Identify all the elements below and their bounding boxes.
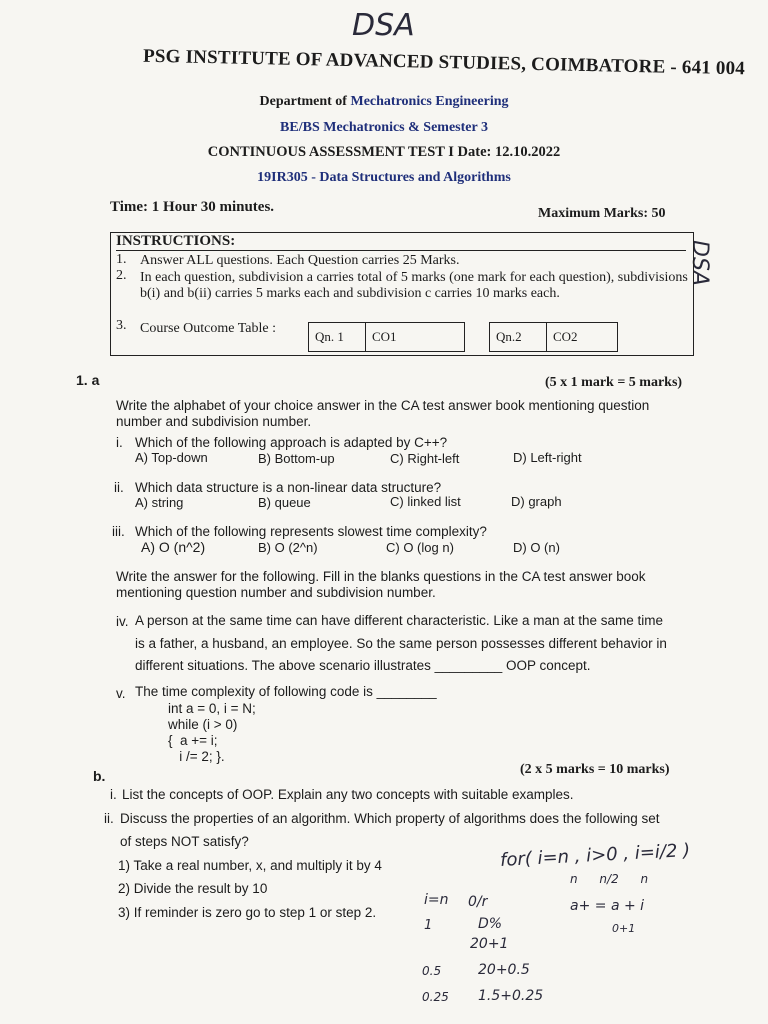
handwritten-note: a+ = a + i <box>570 898 645 914</box>
q1b-i-number: i. <box>110 787 117 802</box>
co-table-outcome: CO2 <box>547 323 618 352</box>
q1b-marks: (2 x 5 marks = 10 marks) <box>520 762 670 777</box>
q1a-iv-line-3: different situations. The above scenario illustrates _________ OOP concept. <box>135 658 591 673</box>
q1b-ii-number: ii. <box>104 811 114 826</box>
handwritten-note: 20+1 <box>470 936 509 952</box>
step-2: 2) Divide the result by 10 <box>118 881 268 896</box>
q1a-v-number: v. <box>116 686 126 701</box>
option-b: B) Bottom-up <box>258 451 335 466</box>
step-1: 1) Take a real number, x, and multiply it by 4 <box>118 858 382 873</box>
program-line: BE/BS Mechatronics & Semester 3 <box>280 120 488 135</box>
option-c: C) O (log n) <box>386 540 454 555</box>
q1a-fill-intro: Write the answer for the following. Fill in the blanks questions in the CA test answer book mentioning question number and subdivision number. <box>116 569 646 600</box>
q1a-iv-line-2: is a father, a husband, an employee. So the same person possesses different behavior in <box>135 636 667 651</box>
option-d: D) graph <box>511 494 562 509</box>
q1b-i-text: List the concepts of OOP. Explain any two concepts with suitable examples. <box>122 787 574 802</box>
handwritten-note: 0/r <box>468 894 488 910</box>
handwritten-note: 0+1 <box>612 922 636 935</box>
q1a-iv-number: iv. <box>116 614 129 629</box>
handwritten-note: n n/2 n <box>570 872 649 886</box>
q1a-intro: Write the alphabet of your choice answer in the CA test answer book mentioning question number and subdivision number. <box>116 398 650 429</box>
option-c: C) linked list <box>390 494 461 509</box>
code-line: i /= 2; }. <box>168 749 225 764</box>
q1b-label: b. <box>93 768 106 784</box>
q1a-i-text: Which of the following approach is adapted by C++? <box>135 435 448 450</box>
option-b: B) queue <box>258 495 311 510</box>
q1a-i-number: i. <box>116 435 123 450</box>
course-outcome-table-1 <box>308 322 465 352</box>
code-line: while (i > 0) <box>168 717 238 732</box>
q1a-iii-text: Which of the following represents slowest time complexity? <box>135 524 487 539</box>
code-block <box>168 701 256 765</box>
handwritten-note: i=n <box>424 892 449 908</box>
handwritten-note: 20+0.5 <box>478 962 530 978</box>
code-line: { a += i; <box>168 733 218 748</box>
time-label: Time: 1 Hour 30 minutes. <box>110 199 275 215</box>
instruction-1: Answer ALL questions. Each Question carries 25 Marks. <box>140 253 460 268</box>
q1b-ii-line-1: Discuss the properties of an algorithm. Which property of algorithms does the following set <box>120 811 660 826</box>
test-line: CONTINUOUS ASSESSMENT TEST I Date: 12.10.2022 <box>207 144 561 160</box>
q1a-iii-number: iii. <box>112 524 125 539</box>
co-table-question: Qn. 1 <box>309 323 366 352</box>
max-marks: Maximum Marks: 50 <box>538 206 666 221</box>
course-line: 19IR305 - Data Structures and Algorithms <box>257 170 511 185</box>
instruction-1-number: 1. <box>116 252 127 267</box>
department-line: Department of Mechatronics Engineering <box>259 94 509 109</box>
co-table-outcome: CO1 <box>366 323 465 352</box>
handwritten-note: 1 <box>424 918 433 933</box>
course-outcome-table-2 <box>489 322 618 352</box>
option-c: C) Right-left <box>390 451 460 466</box>
option-d: D) O (n) <box>513 540 560 555</box>
option-b: B) O (2^n) <box>258 540 318 555</box>
q1a-ii-text: Which data structure is a non-linear data structure? <box>135 480 442 495</box>
handwritten-note: 0.5 <box>422 964 442 978</box>
option-d: D) Left-right <box>513 450 582 465</box>
code-line: int a = 0, i = N; <box>168 701 256 716</box>
instruction-2-number: 2. <box>116 268 127 283</box>
handwritten-side-tag: DSA <box>687 240 712 286</box>
handwritten-note: for( i=n , i>0 , i=i/2 ) <box>499 840 691 871</box>
co-table-question: Qn.2 <box>490 323 547 352</box>
q1a-label: 1. a <box>76 372 100 388</box>
instruction-3-number: 3. <box>116 318 127 333</box>
q1a-marks: (5 x 1 mark = 5 marks) <box>545 375 683 390</box>
instruction-3: Course Outcome Table : <box>140 321 277 336</box>
option-a: A) Top-down <box>135 450 208 465</box>
handwritten-note: 1.5+0.25 <box>478 988 544 1004</box>
handwritten-note: 0.25 <box>422 990 449 1004</box>
handwritten-note: D% <box>478 916 503 932</box>
institute-title: PSG INSTITUTE OF ADVANCED STUDIES, COIMBATORE - 641 004 <box>142 45 746 80</box>
handwritten-dsa-tag: DSA <box>352 8 415 43</box>
instructions-title: INSTRUCTIONS: <box>116 233 686 251</box>
q1a-v-text: The time complexity of following code is ________ <box>135 684 437 699</box>
q1a-ii-number: ii. <box>114 480 124 495</box>
step-3: 3) If reminder is zero go to step 1 or step 2. <box>118 905 377 920</box>
q1b-ii-line-2: of steps NOT satisfy? <box>120 834 249 849</box>
option-a: A) O (n^2) <box>141 539 206 555</box>
option-a: A) string <box>135 495 184 510</box>
q1a-iv-line-1: A person at the same time can have different characteristic. Like a man at the same time <box>135 613 664 628</box>
instruction-2: In each question, subdivision a carries total of 5 marks (one mark for each question), subdivisions b(i) and b(ii) carries 5 marks each and subdivision c carries 10 marks each. <box>140 270 688 301</box>
